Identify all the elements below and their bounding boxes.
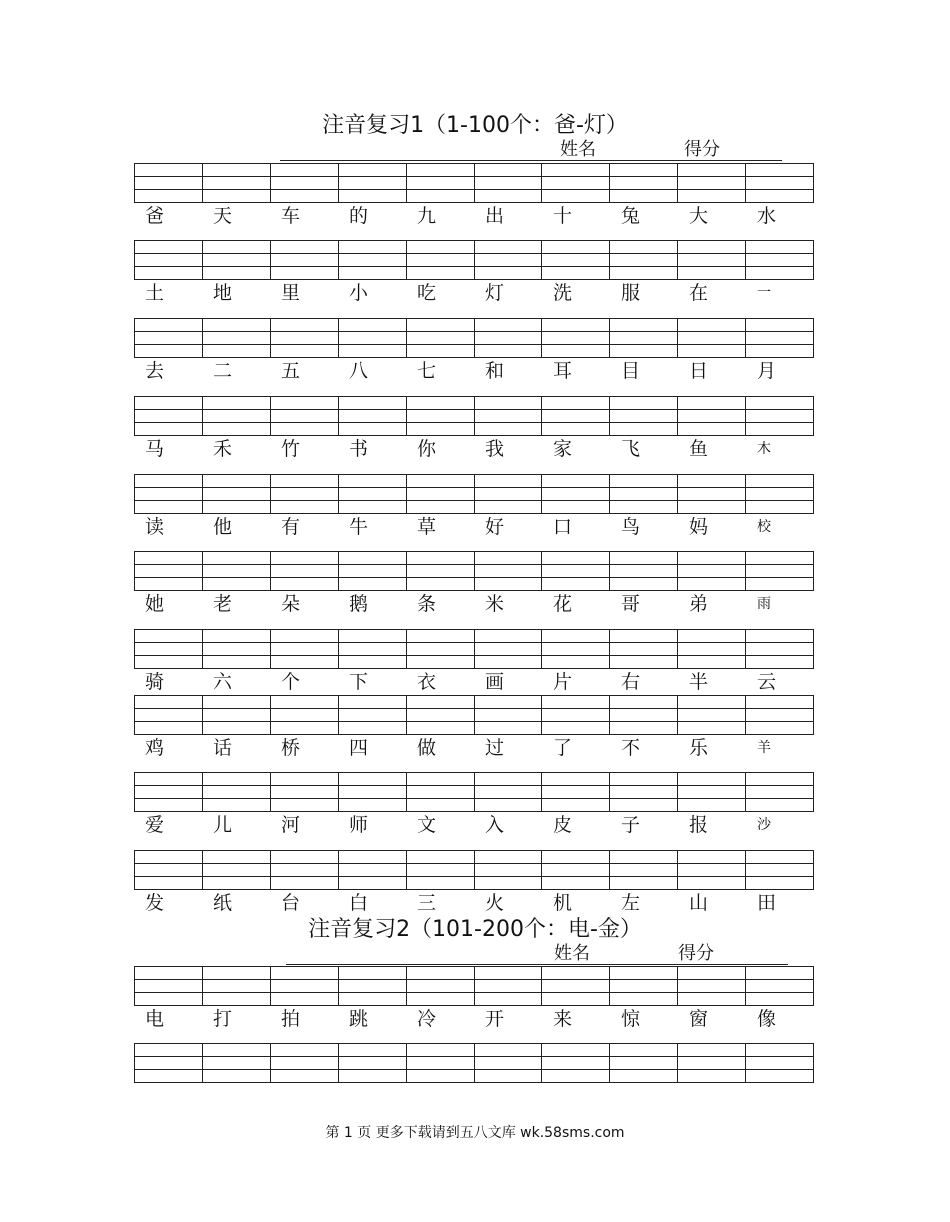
pinyin-cell[interactable]: [678, 1044, 746, 1082]
section2-name-score-line[interactable]: [286, 944, 788, 965]
pinyin-cell[interactable]: [542, 164, 610, 202]
pinyin-cell[interactable]: [678, 773, 746, 811]
pinyin-cell[interactable]: [610, 696, 678, 734]
section2-title: 注音复习2（101-200个：电-金）: [308, 917, 642, 942]
pinyin-cell[interactable]: [339, 773, 407, 811]
pinyin-writing-grid[interactable]: [134, 551, 814, 591]
pinyin-cell[interactable]: [407, 397, 475, 435]
pinyin-cell[interactable]: [339, 967, 407, 1005]
pinyin-cell[interactable]: [407, 630, 475, 668]
pinyin-cell[interactable]: [475, 696, 543, 734]
section1-name-score-line[interactable]: [280, 140, 782, 161]
pinyin-cell[interactable]: [678, 967, 746, 1005]
pinyin-cell[interactable]: [678, 851, 746, 889]
hanzi-character: 左: [621, 892, 641, 914]
hanzi-character: 云: [757, 671, 777, 693]
pinyin-cell[interactable]: [610, 1044, 678, 1082]
hanzi-character: 沙: [757, 817, 771, 833]
hanzi-character: 木: [757, 441, 771, 457]
hanzi-character: 服: [621, 282, 641, 304]
pinyin-cell[interactable]: [203, 967, 271, 1005]
pinyin-cell[interactable]: [542, 397, 610, 435]
hanzi-character: 机: [553, 892, 573, 914]
hanzi-character: 禾: [213, 438, 233, 460]
pinyin-cell[interactable]: [746, 319, 813, 357]
pinyin-cell[interactable]: [339, 851, 407, 889]
character-row: [134, 436, 814, 462]
pinyin-cell[interactable]: [203, 164, 271, 202]
pinyin-cell[interactable]: [542, 773, 610, 811]
hanzi-character: 飞: [621, 438, 641, 460]
pinyin-cell[interactable]: [746, 851, 813, 889]
pinyin-cell[interactable]: [475, 1044, 543, 1082]
hanzi-character: 乐: [689, 737, 709, 759]
hanzi-character: 骑: [145, 671, 165, 693]
pinyin-cell[interactable]: [610, 552, 678, 590]
pinyin-cell[interactable]: [339, 1044, 407, 1082]
hanzi-character: 的: [349, 205, 369, 227]
pinyin-cell[interactable]: [271, 552, 339, 590]
hanzi-character: 入: [485, 814, 505, 836]
hanzi-character: 草: [417, 516, 437, 538]
hanzi-character: 竹: [281, 438, 301, 460]
hanzi-character: 儿: [213, 814, 233, 836]
pinyin-cell[interactable]: [203, 630, 271, 668]
pinyin-writing-grid[interactable]: [134, 695, 814, 735]
hanzi-character: 我: [485, 438, 505, 460]
pinyin-cell[interactable]: [678, 475, 746, 513]
hanzi-character: 个: [281, 671, 301, 693]
pinyin-cell[interactable]: [610, 851, 678, 889]
hanzi-character: 她: [145, 593, 165, 615]
pinyin-writing-grid[interactable]: [134, 318, 814, 358]
character-row: [134, 358, 814, 384]
hanzi-character: 天: [213, 205, 233, 227]
pinyin-cell[interactable]: [203, 397, 271, 435]
pinyin-cell[interactable]: [610, 630, 678, 668]
hanzi-character: 半: [689, 671, 709, 693]
hanzi-character: 鸡: [145, 737, 165, 759]
hanzi-character: 皮: [553, 814, 573, 836]
hanzi-character: 哥: [621, 593, 641, 615]
hanzi-character: 吃: [417, 282, 437, 304]
pinyin-cell[interactable]: [542, 630, 610, 668]
pinyin-cell[interactable]: [475, 475, 543, 513]
pinyin-cell[interactable]: [475, 773, 543, 811]
hanzi-character: 八: [349, 360, 369, 382]
pinyin-cell[interactable]: [542, 696, 610, 734]
pinyin-cell[interactable]: [135, 164, 203, 202]
pinyin-writing-grid[interactable]: [134, 629, 814, 669]
character-row: [134, 669, 814, 695]
pinyin-cell[interactable]: [135, 630, 203, 668]
hanzi-character: 五: [281, 360, 301, 382]
hanzi-character: 跳: [349, 1008, 369, 1030]
pinyin-cell[interactable]: [339, 696, 407, 734]
name-label: 姓名: [554, 943, 590, 964]
pinyin-cell[interactable]: [203, 552, 271, 590]
pinyin-cell[interactable]: [746, 696, 813, 734]
hanzi-character: 条: [417, 593, 437, 615]
pinyin-cell[interactable]: [610, 241, 678, 279]
pinyin-cell[interactable]: [203, 1044, 271, 1082]
section1-title: 注音复习1（1-100个：爸-灯）: [322, 113, 628, 138]
hanzi-character: 惊: [621, 1008, 641, 1030]
pinyin-cell[interactable]: [746, 967, 813, 1005]
pinyin-cell[interactable]: [271, 164, 339, 202]
pinyin-cell[interactable]: [135, 851, 203, 889]
pinyin-writing-grid[interactable]: [134, 240, 814, 280]
hanzi-character: 冷: [417, 1008, 437, 1030]
hanzi-character: 地: [213, 282, 233, 304]
hanzi-character: 洗: [553, 282, 573, 304]
pinyin-cell[interactable]: [203, 241, 271, 279]
hanzi-character: 桥: [281, 737, 301, 759]
pinyin-cell[interactable]: [203, 696, 271, 734]
hanzi-character: 右: [621, 671, 641, 693]
pinyin-writing-grid[interactable]: [134, 474, 814, 514]
hanzi-character: 灯: [485, 282, 505, 304]
pinyin-cell[interactable]: [339, 319, 407, 357]
hanzi-character: 了: [553, 737, 573, 759]
character-row: [134, 514, 814, 540]
pinyin-cell[interactable]: [475, 630, 543, 668]
pinyin-cell[interactable]: [203, 851, 271, 889]
hanzi-character: 马: [145, 438, 165, 460]
hanzi-character: 朵: [281, 593, 301, 615]
pinyin-writing-grid[interactable]: [134, 163, 814, 203]
hanzi-character: 弟: [689, 593, 709, 615]
hanzi-character: 鸟: [621, 516, 641, 538]
hanzi-character: 报: [689, 814, 709, 836]
pinyin-cell[interactable]: [746, 164, 813, 202]
pinyin-cell[interactable]: [542, 241, 610, 279]
character-row: [134, 203, 814, 229]
hanzi-character: 田: [757, 892, 777, 914]
character-row: [134, 812, 814, 838]
hanzi-character: 拍: [281, 1008, 301, 1030]
hanzi-character: 去: [145, 360, 165, 382]
pinyin-cell[interactable]: [610, 164, 678, 202]
hanzi-character: 目: [621, 360, 641, 382]
hanzi-character: 子: [621, 814, 641, 836]
pinyin-cell[interactable]: [542, 967, 610, 1005]
pinyin-cell[interactable]: [475, 164, 543, 202]
pinyin-cell[interactable]: [407, 241, 475, 279]
pinyin-cell[interactable]: [407, 967, 475, 1005]
character-row: [134, 591, 814, 617]
pinyin-cell[interactable]: [203, 773, 271, 811]
hanzi-character: 发: [145, 892, 165, 914]
pinyin-cell[interactable]: [339, 397, 407, 435]
hanzi-character: 你: [417, 438, 437, 460]
pinyin-cell[interactable]: [407, 475, 475, 513]
hanzi-character: 日: [689, 360, 709, 382]
pinyin-cell[interactable]: [678, 241, 746, 279]
hanzi-character: 兔: [621, 205, 641, 227]
pinyin-cell[interactable]: [475, 397, 543, 435]
score-label: 得分: [678, 943, 714, 964]
pinyin-writing-grid[interactable]: [134, 966, 814, 1006]
pinyin-cell[interactable]: [271, 967, 339, 1005]
pinyin-cell[interactable]: [542, 1044, 610, 1082]
pinyin-writing-grid[interactable]: [134, 850, 814, 890]
pinyin-cell[interactable]: [135, 319, 203, 357]
hanzi-character: 打: [213, 1008, 233, 1030]
pinyin-cell[interactable]: [271, 696, 339, 734]
pinyin-cell[interactable]: [407, 851, 475, 889]
page-footer: 第 1 页 更多下载请到五八文库 wk.58sms.com: [325, 1125, 625, 1141]
hanzi-character: 小: [349, 282, 369, 304]
pinyin-cell[interactable]: [271, 1044, 339, 1082]
hanzi-character: 老: [213, 593, 233, 615]
score-label: 得分: [684, 139, 720, 160]
pinyin-cell[interactable]: [339, 164, 407, 202]
pinyin-cell[interactable]: [339, 630, 407, 668]
hanzi-character: 好: [485, 516, 505, 538]
hanzi-character: 七: [417, 360, 437, 382]
pinyin-cell[interactable]: [271, 630, 339, 668]
pinyin-cell[interactable]: [678, 164, 746, 202]
pinyin-cell[interactable]: [203, 319, 271, 357]
pinyin-cell[interactable]: [407, 1044, 475, 1082]
hanzi-character: 水: [757, 205, 777, 227]
hanzi-character: 九: [417, 205, 437, 227]
pinyin-writing-grid[interactable]: [134, 1043, 814, 1083]
hanzi-character: 米: [485, 593, 505, 615]
hanzi-character: 鱼: [689, 438, 709, 460]
pinyin-cell[interactable]: [135, 967, 203, 1005]
pinyin-cell[interactable]: [610, 397, 678, 435]
hanzi-character: 爸: [145, 205, 165, 227]
pinyin-cell[interactable]: [339, 475, 407, 513]
pinyin-cell[interactable]: [678, 630, 746, 668]
hanzi-character: 十: [553, 205, 573, 227]
hanzi-character: 像: [757, 1008, 777, 1030]
pinyin-cell[interactable]: [339, 241, 407, 279]
hanzi-character: 台: [281, 892, 301, 914]
pinyin-writing-grid[interactable]: [134, 772, 814, 812]
hanzi-character: 大: [689, 205, 709, 227]
pinyin-cell[interactable]: [475, 319, 543, 357]
hanzi-character: 六: [213, 671, 233, 693]
pinyin-cell[interactable]: [746, 397, 813, 435]
hanzi-character: 三: [417, 892, 437, 914]
hanzi-character: 爱: [145, 814, 165, 836]
hanzi-character: 口: [553, 516, 573, 538]
pinyin-cell[interactable]: [746, 1044, 813, 1082]
pinyin-cell[interactable]: [135, 552, 203, 590]
pinyin-cell[interactable]: [746, 241, 813, 279]
hanzi-character: 文: [417, 814, 437, 836]
hanzi-character: 窗: [689, 1008, 709, 1030]
hanzi-character: 电: [145, 1008, 165, 1030]
pinyin-cell[interactable]: [610, 475, 678, 513]
hanzi-character: 妈: [689, 516, 709, 538]
hanzi-character: 月: [757, 360, 777, 382]
pinyin-cell[interactable]: [475, 552, 543, 590]
hanzi-character: 羊: [757, 740, 771, 756]
pinyin-cell[interactable]: [746, 773, 813, 811]
pinyin-cell[interactable]: [339, 552, 407, 590]
hanzi-character: 师: [349, 814, 369, 836]
hanzi-character: 河: [281, 814, 301, 836]
pinyin-cell[interactable]: [678, 552, 746, 590]
character-row: [134, 1006, 814, 1032]
pinyin-cell[interactable]: [610, 773, 678, 811]
pinyin-cell[interactable]: [271, 851, 339, 889]
hanzi-character: 话: [213, 737, 233, 759]
character-row: [134, 890, 814, 916]
hanzi-character: 土: [145, 282, 165, 304]
hanzi-character: 四: [349, 737, 369, 759]
hanzi-character: 鹅: [349, 593, 369, 615]
pinyin-cell[interactable]: [542, 851, 610, 889]
hanzi-character: 下: [349, 671, 369, 693]
pinyin-writing-grid[interactable]: [134, 396, 814, 436]
pinyin-cell[interactable]: [542, 319, 610, 357]
pinyin-cell[interactable]: [135, 773, 203, 811]
hanzi-character: 书: [349, 438, 369, 460]
pinyin-cell[interactable]: [678, 319, 746, 357]
hanzi-character: 画: [485, 671, 505, 693]
hanzi-character: 里: [281, 282, 301, 304]
hanzi-character: 和: [485, 360, 505, 382]
hanzi-character: 牛: [349, 516, 369, 538]
hanzi-character: 开: [485, 1008, 505, 1030]
hanzi-character: 在: [689, 282, 709, 304]
name-label: 姓名: [560, 139, 596, 160]
pinyin-cell[interactable]: [407, 552, 475, 590]
hanzi-character: 纸: [213, 892, 233, 914]
pinyin-cell[interactable]: [746, 552, 813, 590]
pinyin-cell[interactable]: [407, 696, 475, 734]
hanzi-character: 过: [485, 737, 505, 759]
pinyin-cell[interactable]: [271, 475, 339, 513]
pinyin-cell[interactable]: [475, 967, 543, 1005]
character-row: [134, 735, 814, 761]
pinyin-cell[interactable]: [203, 475, 271, 513]
pinyin-cell[interactable]: [475, 241, 543, 279]
hanzi-character: 衣: [417, 671, 437, 693]
hanzi-character: 山: [689, 892, 709, 914]
hanzi-character: 片: [553, 671, 573, 693]
hanzi-character: 一: [757, 285, 771, 301]
hanzi-character: 有: [281, 516, 301, 538]
pinyin-cell[interactable]: [135, 241, 203, 279]
hanzi-character: 校: [757, 519, 771, 535]
pinyin-cell[interactable]: [475, 851, 543, 889]
pinyin-cell[interactable]: [135, 696, 203, 734]
pinyin-cell[interactable]: [407, 773, 475, 811]
pinyin-cell[interactable]: [610, 319, 678, 357]
pinyin-cell[interactable]: [678, 696, 746, 734]
pinyin-cell[interactable]: [135, 475, 203, 513]
character-row: [134, 280, 814, 306]
pinyin-cell[interactable]: [610, 967, 678, 1005]
hanzi-character: 来: [553, 1008, 573, 1030]
pinyin-cell[interactable]: [746, 630, 813, 668]
hanzi-character: 白: [349, 892, 369, 914]
pinyin-cell[interactable]: [271, 241, 339, 279]
hanzi-character: 花: [553, 593, 573, 615]
hanzi-character: 读: [145, 516, 165, 538]
hanzi-character: 车: [281, 205, 301, 227]
hanzi-character: 二: [213, 360, 233, 382]
hanzi-character: 他: [213, 516, 233, 538]
pinyin-cell[interactable]: [542, 552, 610, 590]
hanzi-character: 出: [485, 205, 505, 227]
hanzi-character: 雨: [757, 596, 771, 612]
pinyin-cell[interactable]: [678, 397, 746, 435]
pinyin-cell[interactable]: [542, 475, 610, 513]
pinyin-cell[interactable]: [135, 1044, 203, 1082]
hanzi-character: 耳: [553, 360, 573, 382]
pinyin-cell[interactable]: [746, 475, 813, 513]
pinyin-cell[interactable]: [271, 773, 339, 811]
hanzi-character: 火: [485, 892, 505, 914]
pinyin-cell[interactable]: [135, 397, 203, 435]
pinyin-cell[interactable]: [271, 319, 339, 357]
pinyin-cell[interactable]: [271, 397, 339, 435]
hanzi-character: 不: [621, 737, 641, 759]
hanzi-character: 做: [417, 737, 437, 759]
hanzi-character: 家: [553, 438, 573, 460]
pinyin-cell[interactable]: [407, 319, 475, 357]
pinyin-cell[interactable]: [407, 164, 475, 202]
